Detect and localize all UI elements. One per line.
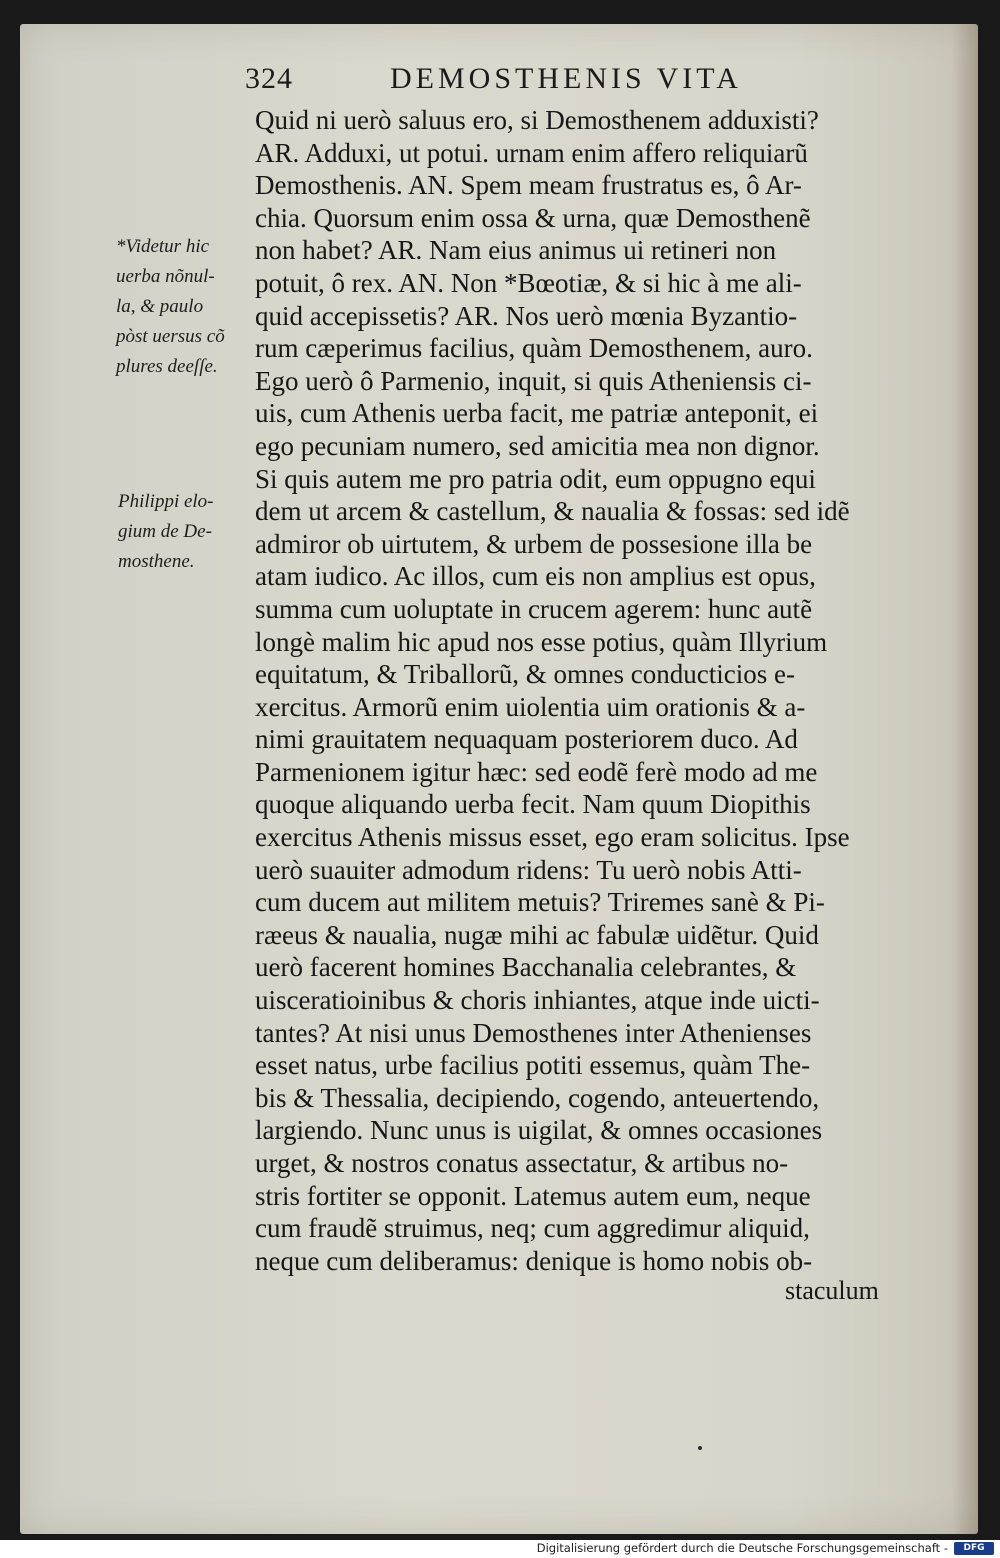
text-line: tantes? At nisi unus Demosthenes inter Athenienses — [255, 1017, 812, 1048]
text-line: uis, cum Athenis uerba facit, me patriæ anteponit, ei — [255, 398, 819, 429]
text-line: potuit, ô rex. AN. Non *Bœotiæ, & si hic à me ali- — [255, 267, 802, 298]
margin-note-line: plures deeſſe. — [116, 356, 218, 377]
text-line: cum fraudẽ struimus, neq; cum aggredimur aliquid, — [255, 1213, 810, 1244]
catchword: staculum — [785, 1276, 879, 1305]
text-line: atam iudico. Ac illos, cum eis non amplius est opus, — [255, 561, 816, 592]
page-edge-shadow — [952, 24, 978, 1534]
text-line: largiendo. Nunc unus is uigilat, & omnes occasiones — [255, 1115, 823, 1146]
text-line: longè malim hic apud nos esse potius, quàm Illyrium — [255, 626, 828, 657]
funding-credit: Digitalisierung gefördert durch die Deutsche Forschungsgemeinschaft - — [536, 1541, 948, 1555]
running-head — [245, 62, 845, 102]
text-line: quoque aliquando uerba fecit. Nam quum Diopithis — [255, 789, 811, 820]
text-line: dem ut arcem & castellum, & naualia & fossas: sed idẽ — [255, 496, 850, 527]
text-line: ego pecuniam numero, sed amicitia mea non dignor. — [255, 430, 820, 461]
margin-note-line: uerba nõnul- — [116, 266, 215, 287]
margin-note-eulogy — [118, 487, 214, 577]
margin-note-line: la, & paulo — [116, 296, 204, 317]
text-line: Quid ni uerò saluus ero, si Demosthenem adduxisti? — [255, 105, 819, 135]
text-line: Parmenionem igitur hæc: sed eodẽ ferè modo ad me — [255, 756, 818, 787]
text-line: uisceratioinibus & choris inhiantes, atque inde uicti- — [255, 985, 820, 1016]
text-line: quid accepissetis? AR. Nos uerò mœnia Byzantio- — [255, 300, 798, 331]
text-line: admiror ob uirtutem, & urbem de possesione illa be — [255, 528, 813, 559]
margin-note-line: pòst uersus cõ — [116, 326, 225, 347]
text-line: Si quis autem me pro patria odit, eum oppugno equi — [255, 463, 816, 494]
text-line: non habet? AR. Nam eius animus ui retineri non — [255, 235, 777, 266]
text-line: uerò facerent homines Bacchanalia celebrantes, & — [255, 952, 797, 983]
text-line: stris fortiter se opponit. Latemus autem eum, neque — [255, 1180, 811, 1211]
text-line: equitatum, & Triballorũ, & omnes conducticios e- — [255, 659, 795, 690]
text-line: nimi grauitatem nequaquam posteriorem duco. Ad — [255, 724, 798, 755]
text-line: cum ducem aut militem metuis? Triremes sanè & Pi- — [255, 887, 825, 918]
dfg-logo-icon: DFG — [954, 1542, 994, 1555]
text-line: chia. Quorsum enim ossa & urna, quæ Demosthenẽ — [255, 202, 811, 233]
text-line: Demosthenis. AN. Spem meam frustratus es, ô Ar- — [255, 170, 802, 201]
ink-speck — [698, 1446, 702, 1450]
margin-note-omission — [116, 232, 225, 382]
text-line: rum cæperimus facilius, quàm Demosthenem, auro. — [255, 333, 813, 364]
text-line: urget, & nostros conatus assectatur, & artibus no- — [255, 1148, 789, 1178]
text-line: summa cum uoluptate in crucem agerem: hunc autẽ — [255, 593, 813, 624]
text-line: esset natus, urbe facilius potiti essemus, quàm The- — [255, 1050, 811, 1081]
text-line: xercitus. Armorũ enim uiolentia uim orationis & a- — [255, 691, 806, 722]
margin-note-line: Philippi elo- — [118, 491, 214, 512]
text-line: neque cum deliberamus: denique is homo nobis ob- — [255, 1245, 813, 1276]
margin-note-line: *Videtur hic — [116, 236, 210, 257]
main-text — [255, 104, 905, 1277]
digitization-footer — [0, 1540, 1000, 1558]
text-line: AR. Adduxi, ut potui. urnam enim affero reliquiarũ — [255, 137, 808, 168]
text-line: uerò suauiter admodum ridens: Tu uerò nobis Atti- — [255, 854, 802, 885]
text-line: ræeus & naualia, nugæ mihi ac fabulæ uidẽtur. Quid — [255, 919, 819, 950]
text-line: bis & Thessalia, decipiendo, cogendo, anteuertendo, — [255, 1082, 820, 1113]
margin-note-line: gium de De- — [118, 521, 212, 542]
page-number: 324 — [245, 62, 293, 95]
text-line: exercitus Athenis missus esset, ego eram solicitus. Ipse — [255, 822, 850, 853]
text-line: Ego uerò ô Parmenio, inquit, si quis Atheniensis ci- — [255, 365, 812, 396]
margin-note-line: mosthene. — [118, 551, 195, 572]
running-title: DEMOSTHENIS VITA — [390, 62, 742, 95]
